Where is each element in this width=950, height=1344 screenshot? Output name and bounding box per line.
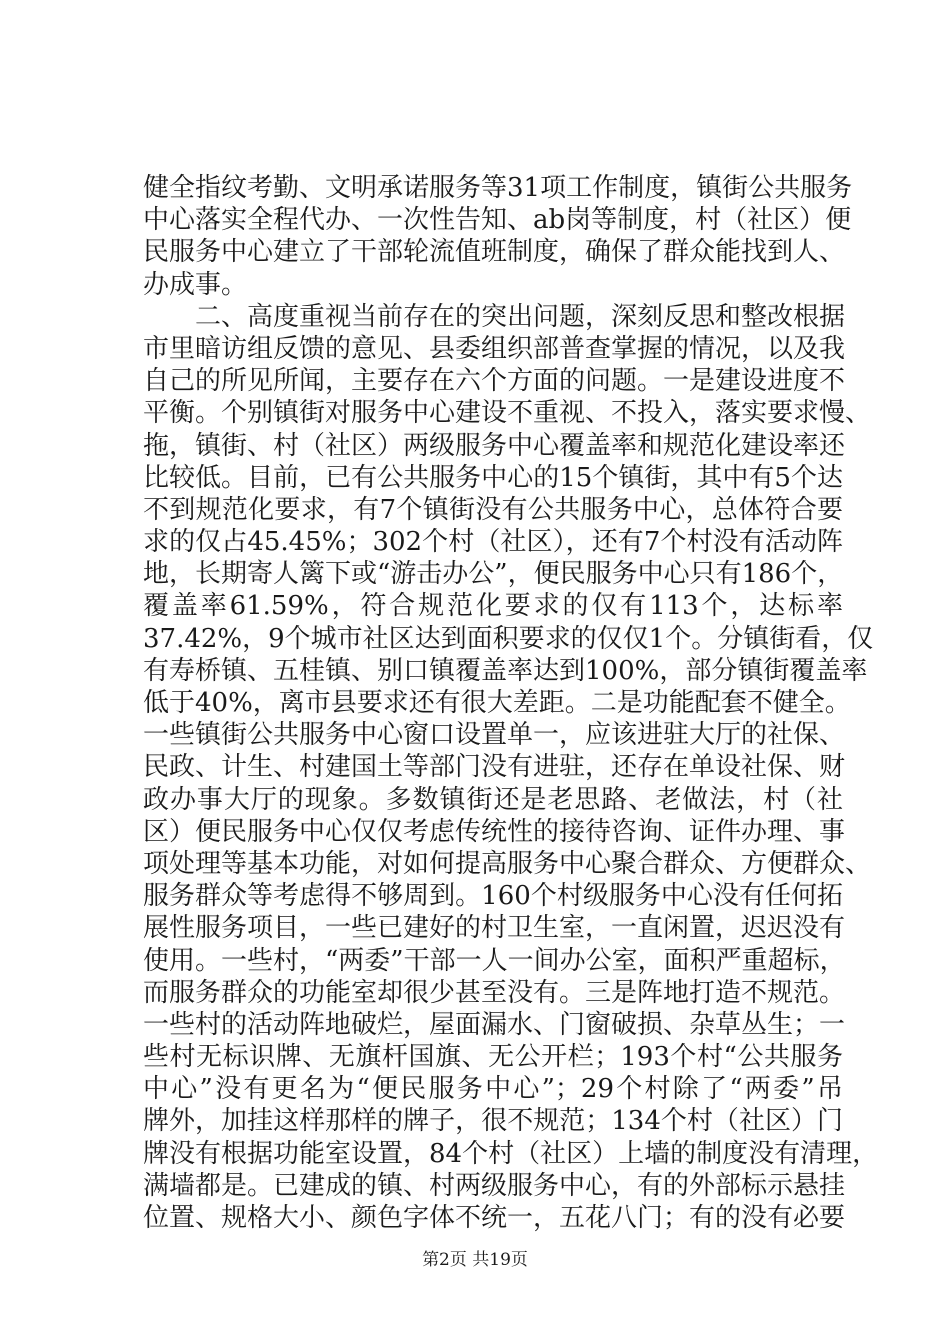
text-line: 有寿桥镇、五桂镇、别口镇覆盖率达到100%，部分镇街覆盖率 (143, 655, 868, 686)
text-line: 一些村的活动阵地破烂，屋面漏水、门窗破损、杂草丛生；一 (143, 1009, 846, 1040)
page-number-label: 第2页 共19页 (422, 1250, 528, 1270)
text-line: 不到规范化要求，有7个镇街没有公共服务中心，总体符合要 (143, 494, 843, 525)
text-line: 位置、规格大小、颜色字体不统一，五花八门；有的没有必要 (143, 1203, 846, 1233)
text-line: 牌没有根据功能室设置，84个村（社区）上墙的制度没有清理， (143, 1138, 879, 1169)
text-line: 使用。一些村，“两委”干部一人一间办公室，面积严重超标， (143, 945, 846, 976)
text-line: 服务群众等考虑得不够周到。160个村级服务中心没有任何拓 (143, 881, 843, 912)
text-line: 健全指纹考勤、文明承诺服务等31项工作制度，镇街公共服务 (143, 173, 853, 203)
text-line: 办成事。 (143, 269, 248, 300)
text-line: 拖，镇街、村（社区）两级服务中心覆盖率和规范化建设率还 (143, 430, 846, 461)
text-line: 而服务群众的功能室却很少甚至没有。三是阵地打造不规范。 (143, 977, 846, 1008)
text-line: 低于40%，离市县要求还有很大差距。二是功能配套不健全。 (143, 688, 851, 718)
text-line: 区）便民服务中心仅仅考虑传统性的接待咨询、证件办理、事 (143, 816, 846, 847)
text-line: 牌外，加挂这样那样的牌子，很不规范；134个村（社区）门 (143, 1106, 843, 1137)
text-line: 展性服务项目，一些已建好的村卫生室，一直闲置，迟迟没有 (143, 913, 846, 944)
text-line: 比较低。目前，已有公共服务中心的15个镇街，其中有5个达 (143, 462, 843, 493)
text-line: 项处理等基本功能，对如何提高服务中心聚合群众、方便群众、 (143, 848, 872, 879)
text-line: 一些镇街公共服务中心窗口设置单一，应该进驻大厅的社保、 (143, 720, 846, 751)
text-line: 37.42%，9个城市社区达到面积要求的仅仅1个。分镇街看，仅 (143, 623, 874, 654)
text-line: 民服务中心建立了干部轮流值班制度，确保了群众能找到人、 (143, 237, 846, 268)
text-line: 二、高度重视当前存在的突出问题，深刻反思和整改根据 (143, 301, 846, 332)
text-line: 覆盖率61.59%，符合规范化要求的仅有113个，达标率 (143, 591, 843, 622)
text-line: 中心落实全程代办、一次性告知、ab岗等制度，村（社区）便 (143, 205, 852, 236)
text-line: 平衡。个别镇街对服务中心建设不重视、不投入，落实要求慢、 (143, 398, 872, 429)
text-line: 中心”没有更名为“便民服务中心”；29个村除了“两委”吊 (143, 1074, 843, 1105)
text-line: 求的仅占45.45%；302个村（社区），还有7个村没有活动阵 (143, 527, 843, 558)
text-line: 政办事大厅的现象。多数镇街还是老思路、老做法，村（社 (143, 784, 843, 815)
page-footer (0, 1245, 950, 1270)
text-line: 满墙都是。已建成的镇、村两级服务中心，有的外部标示悬挂 (143, 1170, 846, 1201)
text-line: 些村无标识牌、无旗杆国旗、无公开栏；193个村“公共服务 (143, 1042, 843, 1073)
text-line: 自己的所见所闻，主要存在六个方面的问题。一是建设进度不 (143, 366, 846, 397)
text-line: 地，长期寄人篱下或“游击办公”，便民服务中心只有186个， (143, 559, 844, 590)
text-line: 市里暗访组反馈的意见、县委组织部普查掌握的情况，以及我 (143, 333, 846, 364)
body-text (143, 172, 879, 1234)
text-line: 民政、计生、村建国土等部门没有进驻，还存在单设社保、财 (143, 752, 846, 783)
